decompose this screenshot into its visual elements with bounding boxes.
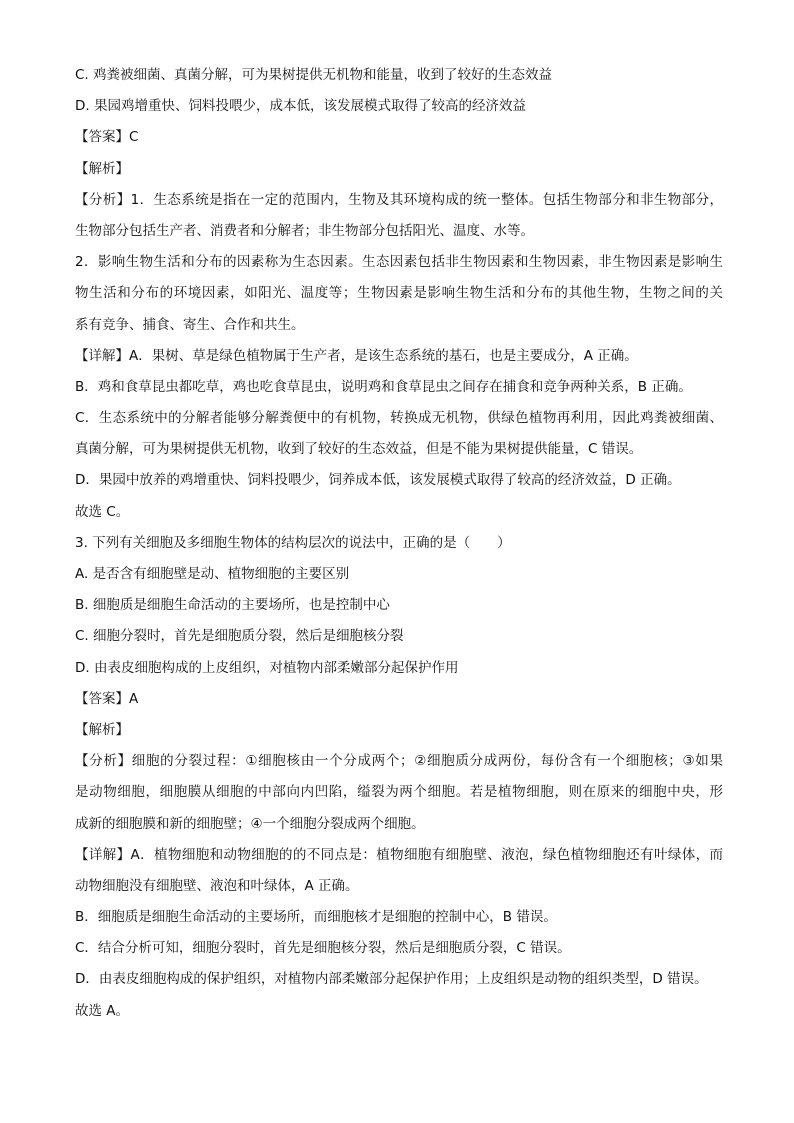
text-line: B．细胞质是细胞生命活动的主要场所，而细胞核才是细胞的控制中心，B 错误。	[75, 909, 557, 926]
text-line: 物生活和分布的环境因素，如阳光、温度等；生物因素是影响生物生活和分布的其他生物，生物之间的关	[75, 285, 723, 302]
text-line: 系有竞争、捕食、寄生、合作和共生。	[75, 316, 305, 333]
text-line: 成新的细胞膜和新的细胞壁；④一个细胞分裂成两个细胞。	[75, 815, 425, 832]
text-line: D. 果园鸡增重快、饲料投喂少，成本低，该发展模式取得了较高的经济效益	[75, 98, 526, 115]
text-line: 故选 A。	[75, 1002, 130, 1019]
text-line: C. 细胞分裂时，首先是细胞质分裂，然后是细胞核分裂	[75, 628, 404, 645]
text-line: 动物细胞没有细胞壁、液泡和叶绿体，A 正确。	[75, 877, 359, 894]
text-line: B．鸡和食草昆虫都吃草，鸡也吃食草昆虫，说明鸡和食草昆虫之间存在捕食和竞争两种关系，B 正确。	[75, 378, 692, 395]
text-line: 【解析】	[75, 160, 129, 177]
text-line: B. 细胞质是细胞生命活动的主要场所，也是控制中心	[75, 597, 390, 614]
text-line: 是动物细胞，细胞膜从细胞的中部向内凹陷，缢裂为两个细胞。若是植物细胞，则在原来的细胞中央，形	[75, 784, 723, 801]
text-line: D．由表皮细胞构成的保护组织，对植物内部柔嫩部分起保护作用；上皮组织是动物的组织类型，D 错误。	[75, 971, 708, 988]
text-line: C．结合分析可知，细胞分裂时，首先是细胞核分裂，然后是细胞质分裂，C 错误。	[75, 940, 571, 957]
text-line: 【答案】A	[75, 690, 139, 707]
document-body	[75, 64, 723, 1031]
text-line: 【解析】	[75, 721, 129, 738]
text-line: 3. 下列有关细胞及多细胞生物体的结构层次的说法中，正确的是（ ）	[75, 534, 511, 551]
text-line: A. 是否含有细胞壁是动、植物细胞的主要区别	[75, 566, 350, 582]
text-line: 【详解】A．植物细胞和动物细胞的的不同点是：植物细胞有细胞壁、液泡，绿色植物细胞还有叶绿体，而	[75, 846, 723, 863]
text-line: 生物部分包括生产者、消费者和分解者；非生物部分包括阳光、温度、水等。	[75, 222, 534, 239]
text-line: C．生态系统中的分解者能够分解粪便中的有机物，转换成无机物，供绿色植物再利用，因此鸡粪被细菌、	[75, 410, 723, 427]
text-line: D. 由表皮细胞构成的上皮组织，对植物内部柔嫩部分起保护作用	[75, 659, 459, 676]
text-line: 2．影响生物生活和分布的因素称为生态因素。生态因素包括非生物因素和生物因素，非生物因素是影响生	[75, 254, 723, 271]
text-line: 【分析】1．生态系统是指在一定的范围内，生物及其环境构成的统一整体。包括生物部分和非生物部分，	[75, 191, 723, 208]
text-line: 【答案】C	[75, 129, 139, 146]
text-line: 故选 C。	[75, 503, 130, 520]
text-line: 真菌分解，可为果树提供无机物，收到了较好的生态效益，但是不能为果树提供能量，C 错误。	[75, 441, 643, 458]
text-line: C. 鸡粪被细菌、真菌分解，可为果树提供无机物和能量，收到了较好的生态效益	[75, 67, 553, 83]
text-line: 【详解】A．果树、草是绿色植物属于生产者，是该生态系统的基石，也是主要成分，A 正确。	[75, 347, 638, 364]
text-line: D．果园中放养的鸡增重快、饲料投喂少，饲养成本低，该发展模式取得了较高的经济效益，D 正确。	[75, 472, 681, 489]
text-line: 【分析】细胞的分裂过程：①细胞核由一个分成两个；②细胞质分成两份，每份含有一个细胞核；③如果	[75, 753, 723, 770]
